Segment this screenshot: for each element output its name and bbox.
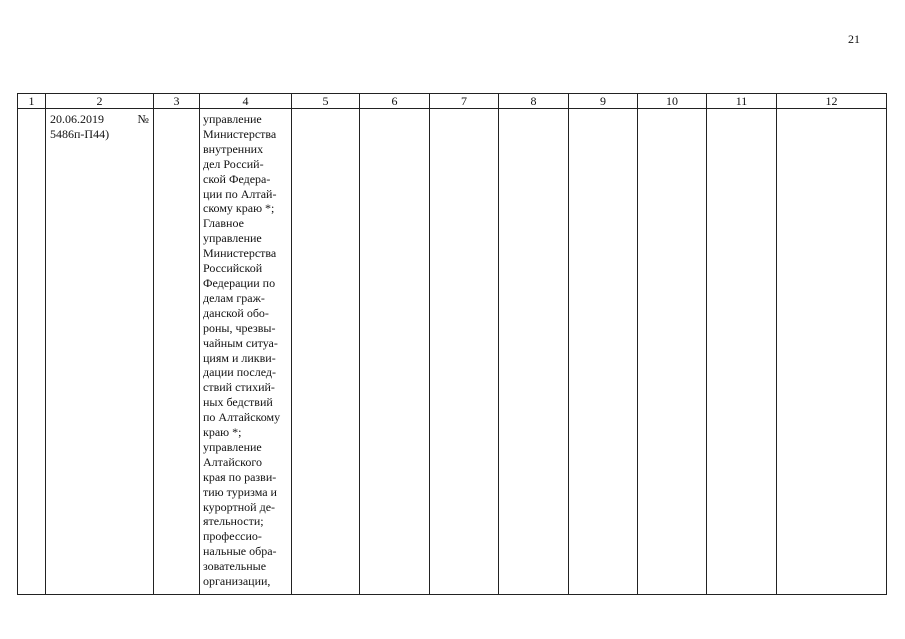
column-header-6: 6 [360, 94, 430, 109]
cell-col-8 [499, 109, 569, 595]
column-header-9: 9 [569, 94, 638, 109]
cell-col-11 [707, 109, 777, 595]
cell-col-10 [638, 109, 707, 595]
decree-date: 20.06.2019 [50, 112, 104, 126]
column-header-10: 10 [638, 94, 707, 109]
table-row [18, 109, 887, 595]
cell-col-4 [200, 109, 292, 595]
header-row [18, 94, 887, 109]
column-header-2: 2 [46, 94, 154, 109]
page-number: 21 [848, 32, 860, 46]
column-header-8: 8 [499, 94, 569, 109]
document-table [17, 93, 887, 595]
cell-col-3 [154, 109, 200, 595]
column-header-7: 7 [430, 94, 499, 109]
column-header-5: 5 [292, 94, 360, 109]
decree-code: 5486п-П44) [50, 127, 110, 141]
responsible-organizations-text: управление Министерства внутренних дел Россий- ской Федера- ции по Алтай- скому краю *; Главное управление Министерства Российской Федерации по делам граж- данской обо- роны, чрезвы- чайным ситуа- циям и ликви- дации послед- ствий стихий- ных бедствий по Алтайскому краю *; управление Алтайского края по разви- тию туризма и курортной де- ятельности; профессио- нальные обра- зовательные организации, [203, 112, 281, 589]
column-header-3: 3 [154, 94, 200, 109]
number-sign: № [137, 112, 149, 126]
column-header-12: 12 [777, 94, 887, 109]
column-header-4: 4 [200, 94, 292, 109]
cell-col-7 [430, 109, 499, 595]
cell-col-6 [360, 109, 430, 595]
column-header-1: 1 [18, 94, 46, 109]
cell-col-12 [777, 109, 887, 595]
column-header-11: 11 [707, 94, 777, 109]
cell-col-2 [46, 109, 154, 595]
cell-col-9 [569, 109, 638, 595]
cell-col-1 [18, 109, 46, 595]
date-line [50, 112, 149, 127]
cell-col-2-text [46, 109, 153, 142]
cell-col-5 [292, 109, 360, 595]
